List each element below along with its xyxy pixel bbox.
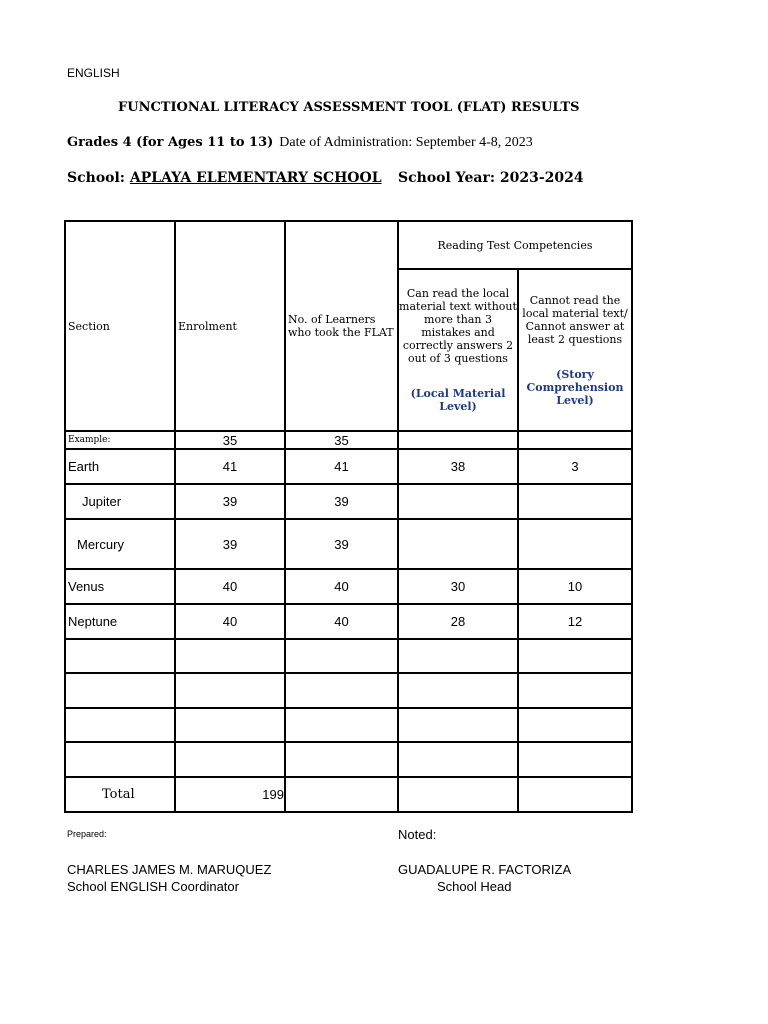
- grade-line: [67, 135, 533, 151]
- header-competencies: Reading Test Competencies: [398, 221, 632, 269]
- table-row: [65, 604, 632, 639]
- header-learners: No. of Learners who took the FLAT: [285, 221, 398, 431]
- admin-date: Date of Administration: September 4-8, 2023: [279, 135, 533, 150]
- row-cannot-read: [518, 519, 632, 569]
- row-enrolment: 40: [175, 569, 285, 604]
- preparer-role: School ENGLISH Coordinator: [67, 879, 239, 894]
- row-cannot-read: 12: [518, 604, 632, 639]
- row-can-read: [398, 484, 518, 519]
- header-cannot-read: [518, 269, 632, 431]
- total-learners: [285, 777, 398, 812]
- row-can-read: 30: [398, 569, 518, 604]
- row-enrolment: 41: [175, 449, 285, 484]
- row-can-read: [398, 519, 518, 569]
- noter-name: GUADALUPE R. FACTORIZA: [398, 862, 572, 877]
- example-learners: 35: [285, 431, 398, 449]
- row-enrolment: 40: [175, 604, 285, 639]
- school-year: School Year: 2023-2024: [398, 170, 584, 186]
- header-can-read-level: (Local Material Level): [410, 387, 506, 413]
- document-title: FUNCTIONAL LITERACY ASSESSMENT TOOL (FLAT) RESULTS: [118, 100, 580, 115]
- row-learners: 39: [285, 484, 398, 519]
- example-can-read: [398, 431, 518, 449]
- results-table: [64, 220, 633, 813]
- empty-row: [65, 639, 632, 673]
- subject-label: ENGLISH: [67, 66, 120, 80]
- preparer-name: CHARLES JAMES M. MARUQUEZ: [67, 862, 272, 877]
- example-label: Example:: [65, 431, 175, 449]
- school-name: APLAYA ELEMENTARY SCHOOL: [129, 170, 382, 186]
- noted-label: Noted:: [398, 827, 437, 842]
- prepared-label: Prepared:: [67, 829, 107, 839]
- example-row: [65, 431, 632, 449]
- table-row: [65, 484, 632, 519]
- header-can-read-text: Can read the local material text without more than 3 mistakes and correctly answers 2 out of 3 questions: [399, 287, 517, 365]
- empty-row: [65, 673, 632, 708]
- row-section: Jupiter: [65, 484, 175, 519]
- header-section: Section: [65, 221, 175, 431]
- empty-row: [65, 708, 632, 742]
- row-learners: 41: [285, 449, 398, 484]
- noter-role: School Head: [437, 879, 512, 894]
- table-row: [65, 449, 632, 484]
- row-enrolment: 39: [175, 484, 285, 519]
- row-enrolment: 39: [175, 519, 285, 569]
- total-cannot-read: [518, 777, 632, 812]
- total-can-read: [398, 777, 518, 812]
- row-learners: 40: [285, 604, 398, 639]
- header-cannot-read-text: Cannot read the local material text/ Cannot answer at least 2 questions: [522, 293, 628, 346]
- total-label: Total: [65, 777, 175, 812]
- total-row: [65, 777, 632, 812]
- school-label: School:: [67, 170, 125, 186]
- row-section: Neptune: [65, 604, 175, 639]
- example-cannot-read: [518, 431, 632, 449]
- row-can-read: 38: [398, 449, 518, 484]
- school-line: [67, 170, 382, 186]
- row-learners: 39: [285, 519, 398, 569]
- header-can-read: [398, 269, 518, 431]
- grade-label: Grades 4 (for Ages 11 to 13): [67, 135, 274, 150]
- row-section: Venus: [65, 569, 175, 604]
- row-section: Earth: [65, 449, 175, 484]
- total-enrolment: 199: [175, 777, 285, 812]
- table-row: [65, 569, 632, 604]
- row-section: Mercury: [65, 519, 175, 569]
- example-enrolment: 35: [175, 431, 285, 449]
- empty-row: [65, 742, 632, 777]
- row-can-read: 28: [398, 604, 518, 639]
- row-cannot-read: 3: [518, 449, 632, 484]
- header-cannot-read-level: (Story Comprehension Level): [526, 367, 624, 407]
- header-enrolment: Enrolment: [175, 221, 285, 431]
- row-cannot-read: [518, 484, 632, 519]
- table-row: [65, 519, 632, 569]
- row-learners: 40: [285, 569, 398, 604]
- row-cannot-read: 10: [518, 569, 632, 604]
